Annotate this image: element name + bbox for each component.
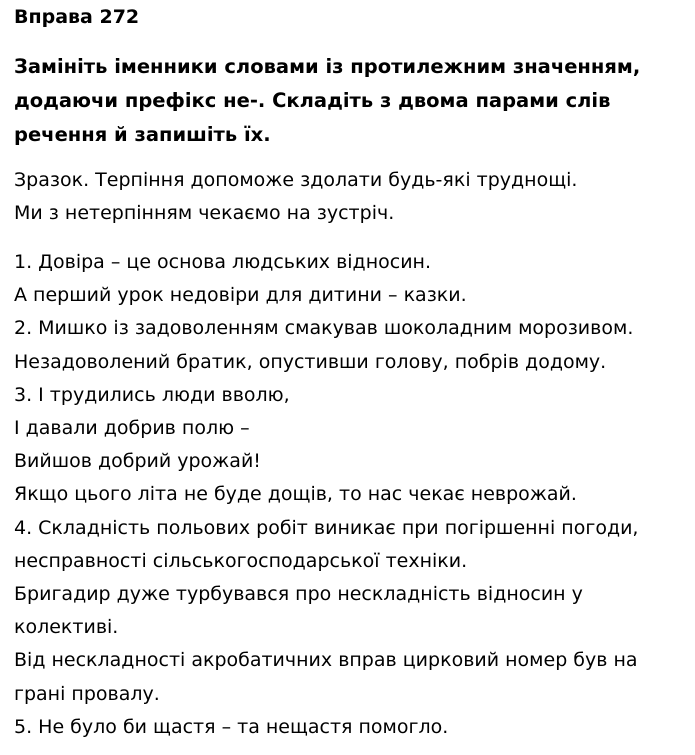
answer-line: 1. Довіра – це основа людських відносин. [14, 251, 431, 273]
sample-line: Зразок. Терпіння допоможе здолати будь-які труднощі. [14, 169, 578, 191]
sample-line: Ми з нетерпінням чекаємо на зустріч. [14, 202, 395, 224]
task-line: Замініть іменники словами із протилежним значенням, [14, 55, 641, 78]
answer-line: Бригадир дуже турбувався про нескладність відносин у [14, 583, 583, 606]
answer-line: колективі. [14, 616, 119, 639]
answer-line: І давали добрив полю – [14, 417, 250, 440]
answer-line: Якщо цього літа не буде дощів, то нас чекає неврожай. [14, 483, 577, 506]
answer-line: Від нескладності акробатичних вправ цирковий номер був на [14, 649, 638, 672]
answer-line: Незадоволений братик, опустивши голову, побрів додому. [14, 350, 607, 373]
answer-line: 3. І трудились люди вволю, [14, 383, 290, 406]
answer-line: несправності сільськогосподарської техніки. [14, 549, 468, 572]
answer-line: Вийшов добрий урожай! [14, 450, 261, 473]
answer-line: грані провалу. [14, 682, 160, 705]
answer-line: 2. Мишко із задоволенням смакував шоколадним морозивом. [14, 317, 634, 340]
answer-line: 5. Не було би щастя – та нещастя помогло. [14, 715, 449, 738]
answer-line: А перший урок недовіри для дитини – казки. [14, 284, 467, 307]
sample-example [14, 164, 577, 230]
answer-line: 4. Складність польових робіт виникає при погіршенні погоди, [14, 516, 639, 539]
exercise-title: Вправа 272 [14, 6, 140, 28]
task-instructions [14, 50, 686, 152]
task-line: додаючи префікс не-. Складіть з двома парами слів [14, 89, 611, 112]
answer-text [14, 246, 638, 744]
task-line: речення й запишіть їх. [14, 123, 271, 146]
